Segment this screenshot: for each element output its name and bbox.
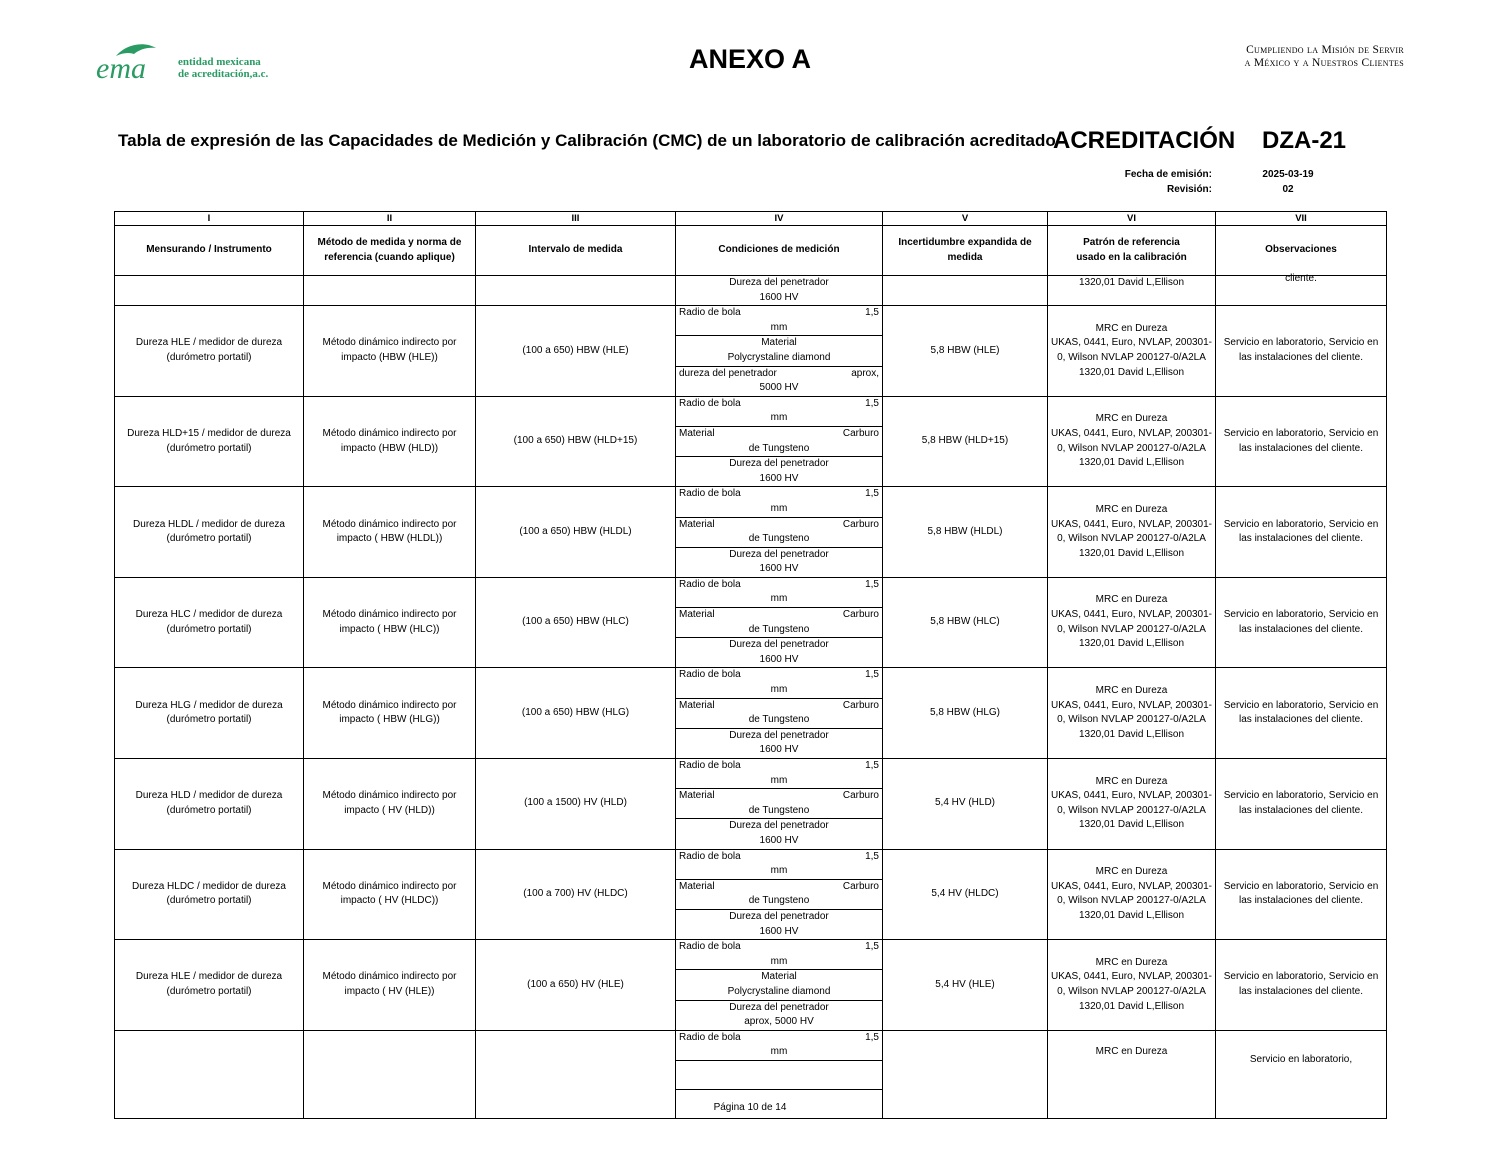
condicion-split <box>679 1031 879 1046</box>
condicion-split <box>679 367 879 382</box>
cell-mensurando: Dureza HLE / medidor de dureza (durómetro portatil) <box>115 940 304 1031</box>
condicion-text: mm <box>770 955 788 967</box>
cell-empty <box>676 1060 883 1089</box>
acreditacion-code: DZA-21 <box>1262 127 1347 154</box>
cell-incertidumbre: 5,8 HBW (HLG) <box>883 668 1048 759</box>
condicion-text: mm <box>770 412 788 424</box>
condicion-value: 1,5 <box>865 1031 879 1043</box>
cell-condicion <box>676 819 883 849</box>
condicion-text: mm <box>770 321 788 333</box>
condicion-label: Radio de bola <box>679 307 741 319</box>
cell-condicion <box>676 668 883 698</box>
table-row <box>115 940 1387 970</box>
condicion-label: Material <box>679 609 715 621</box>
cell-observaciones: Servicio en laboratorio, Servicio en las instalaciones del cliente. <box>1216 396 1387 487</box>
cell-condicion <box>676 849 883 879</box>
motto <box>1245 44 1404 70</box>
condicion-label: Radio de bola <box>679 760 741 771</box>
condicion-split <box>679 880 879 895</box>
cell-condicion <box>676 970 883 1000</box>
cell-condicion: Dureza del penetrador 1600 HV <box>676 276 883 306</box>
cell-condicion <box>676 366 883 396</box>
condicion-text: Dureza del penetrador 1600 HV <box>729 458 829 484</box>
table-row <box>115 849 1387 879</box>
table-row <box>115 759 1387 789</box>
condicion-label: Radio de bola <box>679 488 741 500</box>
table-row <box>115 577 1387 607</box>
cell-condicion <box>676 940 883 970</box>
condicion-split <box>679 940 879 955</box>
fecha-label: Fecha de emisión: <box>1124 169 1212 180</box>
cell-observaciones: Servicio en laboratorio, <box>1216 1030 1387 1118</box>
cell-condicion <box>676 638 883 668</box>
cell-intervalo: (100 a 650) HBW (HLE) <box>476 306 676 397</box>
condicion-label: dureza del penetrador <box>679 367 777 379</box>
condicion-text: de Tungsteno <box>748 804 810 816</box>
roman-col-7: VII <box>1216 212 1387 226</box>
condicion-value: 1,5 <box>865 669 879 681</box>
cell-mensurando: Dureza HLD+15 / medidor de dureza (durómetro portatil) <box>115 396 304 487</box>
cell-mensurando: Dureza HLDC / medidor de dureza (durómetro portatil) <box>115 849 304 940</box>
cell-intervalo: (100 a 650) HBW (HLDL) <box>476 487 676 578</box>
header-observaciones: Observaciones <box>1216 226 1387 276</box>
cell-incertidumbre: 5,8 HBW (HLC) <box>883 577 1048 668</box>
roman-col-3: III <box>476 212 676 226</box>
cell-patron: MRC en Dureza UKAS, 0441, Euro, NVLAP, 200301-0, Wilson NVLAP 200127-0/A2LA 1320,01 David L,Ellison <box>1048 759 1216 850</box>
condicion-text: Material Polycrystaline diamond <box>727 337 831 363</box>
header-patron: Patrón de referencia usado en la calibración <box>1048 226 1216 276</box>
cell-patron: MRC en Dureza <box>1048 1030 1216 1118</box>
cell-condicion <box>676 547 883 577</box>
cell-incertidumbre: 5,4 HV (HLDC) <box>883 849 1048 940</box>
condicion-label: Radio de bola <box>679 397 741 409</box>
cell-patron: MRC en Dureza UKAS, 0441, Euro, NVLAP, 200301-0, Wilson NVLAP 200127-0/A2LA 1320,01 David L,Ellison <box>1048 849 1216 940</box>
cell-condicion <box>676 396 883 426</box>
cell-condicion <box>676 789 883 819</box>
page-footer: Página 10 de 14 <box>713 1102 787 1113</box>
condicion-split <box>679 518 879 533</box>
cell-condicion <box>676 728 883 758</box>
condicion-value: 1,5 <box>865 760 879 771</box>
cell-condicion <box>676 487 883 517</box>
cell-condicion <box>676 306 883 336</box>
cell-condicion <box>676 759 883 789</box>
cell-condicion <box>676 608 883 638</box>
condicion-text: de Tungsteno <box>748 895 810 907</box>
condicion-text: mm <box>770 865 788 877</box>
cell-observaciones: Servicio en laboratorio, Servicio en las instalaciones del cliente. <box>1216 487 1387 578</box>
cmc-table-container <box>114 211 1386 1065</box>
condicion-value: Carburo <box>842 427 879 439</box>
cell-patron: 1320,01 David L,Ellison <box>1048 276 1216 306</box>
cell-mensurando: Dureza HLDL / medidor de dureza (durómetro portatil) <box>115 487 304 578</box>
cell-observaciones: Servicio en laboratorio, Servicio en las instalaciones del cliente. <box>1216 849 1387 940</box>
roman-col-4: IV <box>676 212 883 226</box>
roman-col-2: II <box>304 212 476 226</box>
condicion-split <box>679 668 879 683</box>
cell-incertidumbre: 5,4 HV (HLE) <box>883 940 1048 1031</box>
condicion-split <box>679 850 879 865</box>
cell-intervalo: (100 a 650) HBW (HLG) <box>476 668 676 759</box>
condicion-label: Radio de bola <box>679 1031 741 1043</box>
table-row <box>115 396 1387 426</box>
revision-value: 02 <box>1282 184 1294 195</box>
cell-mensurando: Dureza HLG / medidor de dureza (durómetro portatil) <box>115 668 304 759</box>
roman-col-1: I <box>115 212 304 226</box>
cell-observaciones: Servicio en laboratorio, Servicio en las instalaciones del cliente. <box>1216 306 1387 397</box>
logo-line2: de acreditación,a.c. <box>178 68 269 80</box>
condicion-value: Carburo <box>842 609 879 621</box>
condicion-text: de Tungsteno <box>748 533 810 545</box>
motto-line2: a México y a Nuestros Clientes <box>1244 57 1404 69</box>
table-row <box>115 306 1387 336</box>
condicion-value: Carburo <box>842 880 879 892</box>
condicion-value: Carburo <box>842 699 879 711</box>
cell-metodo: Método dinámico indirecto por impacto ( HBW (HLDL)) <box>304 487 476 578</box>
cell-patron: MRC en Dureza UKAS, 0441, Euro, NVLAP, 200301-0, Wilson NVLAP 200127-0/A2LA 1320,01 David L,Ellison <box>1048 940 1216 1031</box>
cell-empty <box>115 276 304 306</box>
table-row-partial-bottom <box>115 1030 1387 1060</box>
condicion-value: 1,5 <box>865 488 879 500</box>
condicion-text: mm <box>770 593 788 605</box>
cell-metodo: Método dinámico indirecto por impacto ( HV (HLD)) <box>304 759 476 850</box>
condicion-label: Radio de bola <box>679 669 741 681</box>
header-mensurando: Mensurando / Instrumento <box>115 226 304 276</box>
condicion-text: mm <box>770 774 788 786</box>
cell-empty <box>476 276 676 306</box>
cell-incertidumbre: 5,8 HBW (HLE) <box>883 306 1048 397</box>
roman-col-6: VI <box>1048 212 1216 226</box>
table-row-partial-top <box>115 276 1387 306</box>
cell-observaciones: cliente. <box>1216 276 1387 306</box>
condicion-split <box>679 699 879 714</box>
cell-observaciones: Servicio en laboratorio, Servicio en las instalaciones del cliente. <box>1216 668 1387 759</box>
cell-empty <box>883 276 1048 306</box>
condicion-value: 1,5 <box>865 578 879 590</box>
condicion-label: Material <box>679 880 715 892</box>
column-header-row <box>115 226 1387 276</box>
cell-metodo: Método dinámico indirecto por impacto ( HV (HLE)) <box>304 940 476 1031</box>
condicion-label: Radio de bola <box>679 578 741 590</box>
condicion-split <box>679 427 879 442</box>
condicion-label: Radio de bola <box>679 850 741 862</box>
condicion-label: Material <box>679 427 715 439</box>
cell-patron: MRC en Dureza UKAS, 0441, Euro, NVLAP, 200301-0, Wilson NVLAP 200127-0/A2LA 1320,01 David L,Ellison <box>1048 577 1216 668</box>
condicion-text: Dureza del penetrador 1600 HV <box>729 820 829 846</box>
condicion-text: Dureza del penetrador 1600 HV <box>729 639 829 665</box>
cell-condicion <box>676 457 883 487</box>
cell-incertidumbre: 5,8 HBW (HLD+15) <box>883 396 1048 487</box>
condicion-split <box>679 789 879 804</box>
revision-label: Revisión: <box>1166 184 1212 195</box>
cell-incertidumbre: 5,4 HV (HLD) <box>883 759 1048 850</box>
condicion-text: de Tungsteno <box>748 714 810 726</box>
condicion-value: Carburo <box>842 518 879 530</box>
header-condiciones: Condiciones de medición <box>676 226 883 276</box>
condicion-value: Carburo <box>842 790 879 802</box>
condicion-value: 1,5 <box>865 397 879 409</box>
cell-metodo: Método dinámico indirecto por impacto ( HV (HLDC)) <box>304 849 476 940</box>
condicion-text: Material Polycrystaline diamond <box>727 971 831 997</box>
cell-intervalo: (100 a 650) HV (HLE) <box>476 940 676 1031</box>
header-incertidumbre: Incertidumbre expandida de medida <box>883 226 1048 276</box>
condicion-text: de Tungsteno <box>748 623 810 635</box>
cell-intervalo: (100 a 650) HBW (HLD+15) <box>476 396 676 487</box>
cell-mensurando: Dureza HLD / medidor de dureza (durómetro portatil) <box>115 759 304 850</box>
anexo-title: ANEXO A <box>688 44 811 74</box>
condicion-text: 5000 HV <box>759 382 799 394</box>
cell-patron: MRC en Dureza UKAS, 0441, Euro, NVLAP, 200301-0, Wilson NVLAP 200127-0/A2LA 1320,01 David L,Ellison <box>1048 306 1216 397</box>
acreditacion-label: ACREDITACIÓN <box>1053 127 1236 154</box>
cell-mensurando: Dureza HLE / medidor de dureza (durómetro portatil) <box>115 306 304 397</box>
condicion-value: 1,5 <box>865 850 879 862</box>
condicion-value: 1,5 <box>865 941 879 953</box>
cell-condicion <box>676 577 883 607</box>
header-metodo: Método de medida y norma de referencia (cuando aplique) <box>304 226 476 276</box>
cell-condicion <box>676 1000 883 1030</box>
header-intervalo: Intervalo de medida <box>476 226 676 276</box>
condicion-value: 1,5 <box>865 307 879 319</box>
cell-patron: MRC en Dureza UKAS, 0441, Euro, NVLAP, 200301-0, Wilson NVLAP 200127-0/A2LA 1320,01 David L,Ellison <box>1048 668 1216 759</box>
roman-col-5: V <box>883 212 1048 226</box>
logo-line1: entidad mexicana <box>178 56 261 68</box>
condicion-split <box>679 397 879 412</box>
condicion-split <box>679 306 879 321</box>
condicion-split <box>679 578 879 593</box>
condicion-text: mm <box>770 502 788 514</box>
fecha-value: 2025-03-19 <box>1262 169 1314 180</box>
cell-condicion <box>676 426 883 456</box>
cell-metodo: Método dinámico indirecto por impacto ( HBW (HLC)) <box>304 577 476 668</box>
condicion-label: Material <box>679 790 715 802</box>
condicion-text: mm <box>770 684 788 696</box>
cell-intervalo: (100 a 700) HV (HLDC) <box>476 849 676 940</box>
table-row <box>115 668 1387 698</box>
cell-metodo: Método dinámico indirecto por impacto (HBW (HLD)) <box>304 396 476 487</box>
cell-observaciones: Servicio en laboratorio, Servicio en las instalaciones del cliente. <box>1216 577 1387 668</box>
condicion-split <box>679 608 879 623</box>
condicion-label: Material <box>679 699 715 711</box>
cell-patron: MRC en Dureza UKAS, 0441, Euro, NVLAP, 200301-0, Wilson NVLAP 200127-0/A2LA 1320,01 David L,Ellison <box>1048 396 1216 487</box>
cell-patron: MRC en Dureza UKAS, 0441, Euro, NVLAP, 200301-0, Wilson NVLAP 200127-0/A2LA 1320,01 David L,Ellison <box>1048 487 1216 578</box>
condicion-label: Radio de bola <box>679 941 741 953</box>
condicion-text: Dureza del penetrador aprox, 5000 HV <box>729 1001 829 1028</box>
motto-line1: Cumpliendo la Misión de Servir <box>1246 44 1404 56</box>
cell-condicion <box>676 698 883 728</box>
cell-empty <box>304 276 476 306</box>
condicion-text: de Tungsteno <box>748 442 810 454</box>
condicion-text: Dureza del penetrador 1600 HV <box>729 729 829 756</box>
cell-condicion <box>676 336 883 366</box>
roman-header-row <box>115 212 1387 226</box>
condicion-split <box>679 759 879 774</box>
svg-text:ema: ema <box>96 52 146 85</box>
cell-observaciones: Servicio en laboratorio, Servicio en las instalaciones del cliente. <box>1216 759 1387 850</box>
cell-condicion <box>676 1030 883 1060</box>
condicion-split <box>679 487 879 502</box>
condicion-text: Dureza del penetrador 1600 HV <box>729 910 829 937</box>
table-row <box>115 487 1387 517</box>
cell-mensurando: Dureza HLC / medidor de dureza (durómetro portatil) <box>115 577 304 668</box>
cell-incertidumbre: 5,8 HBW (HLDL) <box>883 487 1048 578</box>
cell-metodo: Método dinámico indirecto por impacto ( HBW (HLG)) <box>304 668 476 759</box>
condicion-value: aprox, <box>851 367 879 379</box>
condicion-label: Material <box>679 518 715 530</box>
cell-observaciones: Servicio en laboratorio, Servicio en las instalaciones del cliente. <box>1216 940 1387 1031</box>
cell-condicion <box>676 909 883 939</box>
condicion-text: mm <box>770 1046 788 1058</box>
condicion-text: Dureza del penetrador 1600 HV <box>729 548 829 575</box>
cmc-table <box>114 211 1387 1119</box>
cell-intervalo: (100 a 650) HBW (HLC) <box>476 577 676 668</box>
cell-intervalo: (100 a 1500) HV (HLD) <box>476 759 676 850</box>
table-title: Tabla de expresión de las Capacidades de Medición y Calibración (CMC) de un laboratorio de calibración acreditado <box>118 131 1056 150</box>
cell-metodo: Método dinámico indirecto por impacto (HBW (HLE)) <box>304 306 476 397</box>
cell-condicion <box>676 517 883 547</box>
cell-condicion <box>676 879 883 909</box>
